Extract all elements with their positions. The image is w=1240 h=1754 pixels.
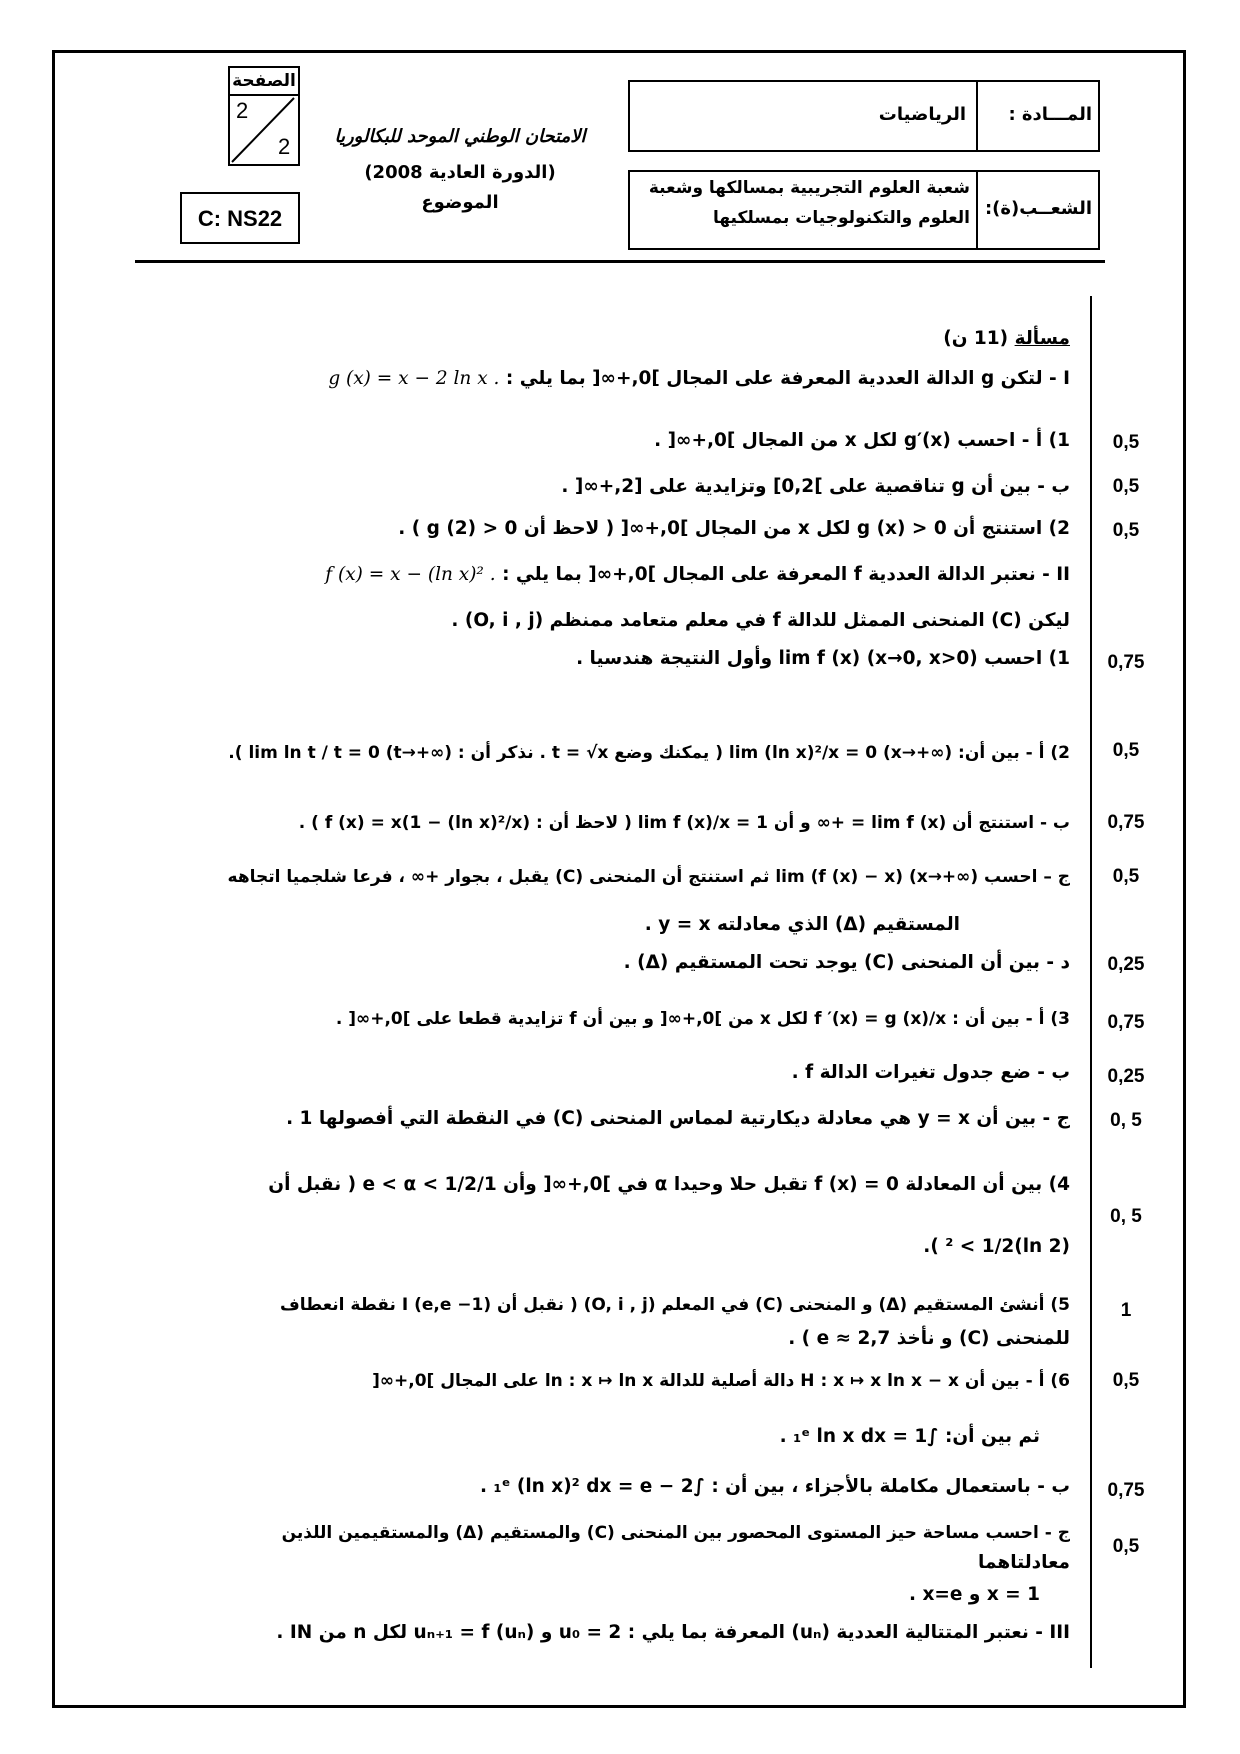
line-II-6c-cont: معادلتاهما	[978, 1552, 1070, 1573]
points-II-3b: 0,25	[1107, 1066, 1145, 1087]
line-I-definition-g: I - لتكن g الدالة العددية المعرفة على المجال ]0,+∞[ بما يلي : g (x) = x − 2 ln x .	[328, 368, 1070, 389]
problem-title-points: (11 ن)	[943, 328, 1009, 349]
line-II-3c: ج - بين أن y = x هي معادلة ديكارتية لمماس المنحنى (C) في النقطة التي أفصولها 1 .	[286, 1108, 1070, 1129]
exam-session: (الدورة العادية 2008)	[364, 162, 556, 183]
points-II-1: 0,75	[1107, 652, 1145, 673]
line-II-5-cont: للمنحنى (C) و نأخذ e ≈ 2,7 ) .	[788, 1328, 1070, 1349]
points-II-2d: 0,25	[1107, 954, 1145, 975]
line-II-2b: ب - استنتج أن lim f (x) = +∞ و أن lim f (x)/x = 1 ( لاحظ أن : f (x) = x(1 − (ln x)²/x) ) .	[298, 813, 1070, 833]
line-1b: ب - بين أن g تناقصية على ]0,2] وتزايدية على [2,+∞[ .	[561, 476, 1070, 497]
line-2: 2) استنتج أن g (x) > 0 لكل x من المجال ]0,+∞[ ( لاحظ أن g (2) > 0 ) .	[398, 518, 1070, 539]
page-number-box	[228, 66, 300, 166]
page-total: 2	[278, 134, 291, 159]
points-II-2b: 0,75	[1107, 812, 1145, 833]
points-II-6c: 0,5	[1112, 1536, 1140, 1557]
line-II-6b: ب - باستعمال مكاملة بالأجزاء ، بين أن : ∫₁ᵉ (ln x)² dx = e − 2 .	[480, 1476, 1070, 1497]
points-II-6b: 0,75	[1107, 1480, 1145, 1501]
line-II-4: 4) بين أن المعادلة f (x) = 0 تقبل حلا وحيدا α في ]0,+∞[ وأن 1/e < α < 1/2 ( نقبل أن	[268, 1174, 1070, 1195]
line-II-2d: د - بين أن المنحنى (C) يوجد تحت المستقيم (Δ) .	[623, 952, 1070, 973]
line-III: III - نعتبر المتتالية العددية (uₙ) المعرفة بما يلي : u₀ = 2 و uₙ₊₁ = f (uₙ) لكل n من IN .	[276, 1622, 1070, 1643]
exam-code-box	[180, 192, 300, 244]
points-II-3a: 0,75	[1107, 1012, 1145, 1033]
line-II-6a: 6) أ - بين أن H : x ↦ x ln x − x دالة أصلية للدالة ln : x ↦ ln x على المجال ]0,+∞[	[372, 1371, 1070, 1391]
line-II-6a-cont: ثم بين أن: ∫₁ᵉ ln x dx = 1 .	[779, 1426, 1040, 1447]
page-label: الصفحة	[230, 68, 298, 96]
line-II-2a: 2) أ - بين أن: lim (ln x)²/x = 0 (x→+∞) ( يمكنك وضع t = √x . نذكر أن : lim ln t / t = 0 (t→+∞) ).	[228, 743, 1070, 763]
line-II-2c-cont: المستقيم (Δ) الذي معادلته y = x .	[644, 914, 960, 935]
line-curve-C: ليكن (C) المنحنى الممثل للدالة f في معلم متعامد ممنظم (O, i , j) .	[451, 610, 1070, 631]
line-II-6c-cont2: x = 1 و x=e .	[908, 1584, 1040, 1605]
line-II-definition-f: II - نعتبر الدالة العددية f المعرفة على المجال ]0,+∞[ بما يلي : f (x) = x − (ln x)² .	[325, 564, 1070, 585]
line-1a: 1) أ - احسب g′(x) لكل x من المجال ]0,+∞[ .	[654, 430, 1070, 451]
points-column-divider	[1090, 296, 1092, 1668]
points-2: 0,5	[1112, 520, 1140, 541]
points-II-2a: 0,5	[1112, 740, 1140, 761]
points-II-4: 0, 5	[1110, 1206, 1142, 1227]
header-divider	[135, 260, 1105, 263]
problem-title-text: مسألة	[1014, 328, 1070, 349]
stream-box	[628, 170, 1100, 250]
points-II-5: 1	[1120, 1300, 1132, 1321]
page-number: 2	[236, 98, 249, 123]
subject-label: المـــادة :	[1008, 104, 1092, 125]
points-II-6a: 0,5	[1112, 1370, 1140, 1391]
line-II-4-cont: (ln 2)² < 1/2 ).	[923, 1236, 1070, 1257]
points-II-2c: 0,5	[1112, 866, 1140, 887]
problem-title	[943, 326, 1070, 352]
subject-box	[628, 80, 1100, 152]
exam-subject-word: الموضوع	[421, 192, 499, 213]
points-II-3c: 0, 5	[1110, 1110, 1142, 1131]
stream-line-1: شعبة العلوم التجريبية بمسالكها وشعبة	[648, 178, 970, 198]
subject-value: الرياضيات	[878, 104, 966, 125]
line-II-3a: 3) أ - بين أن : f ′(x) = g (x)/x لكل x من ]0,+∞[ و بين أن f تزايدية قطعا على ]0,+∞[ .	[335, 1009, 1070, 1029]
exam-code: C: NS22	[197, 206, 283, 231]
exam-title: الامتحان الوطني الموحد للبكالوريا	[334, 126, 586, 147]
line-II-3b: ب - ضع جدول تغيرات الدالة f .	[791, 1062, 1070, 1083]
points-1a: 0,5	[1112, 432, 1140, 453]
line-II-1: 1) احسب lim f (x) (x→0, x>0) وأول النتيجة هندسيا .	[576, 648, 1070, 669]
points-1b: 0,5	[1112, 476, 1140, 497]
line-II-5: 5) أنشئ المستقيم (Δ) و المنحنى (C) في المعلم (O, i , j) ( نقبل أن I (e,e −1) نقطة انعطاف	[280, 1295, 1070, 1315]
line-II-2c: ج – احسب lim (f (x) − x) (x→+∞) ثم استنتج أن المنحنى (C) يقبل ، بجوار +∞ ، فرعا شلجميا اتجاهه	[227, 867, 1070, 887]
stream-line-2: العلوم والتكنولوجيات بمسلكيها	[712, 208, 970, 228]
stream-label: الشعــب(ة):	[984, 198, 1092, 219]
line-II-6c: ج - احسب مساحة حيز المستوى المحصور بين المنحنى (C) والمستقيم (Δ) والمستقيمين اللذين	[281, 1523, 1070, 1543]
